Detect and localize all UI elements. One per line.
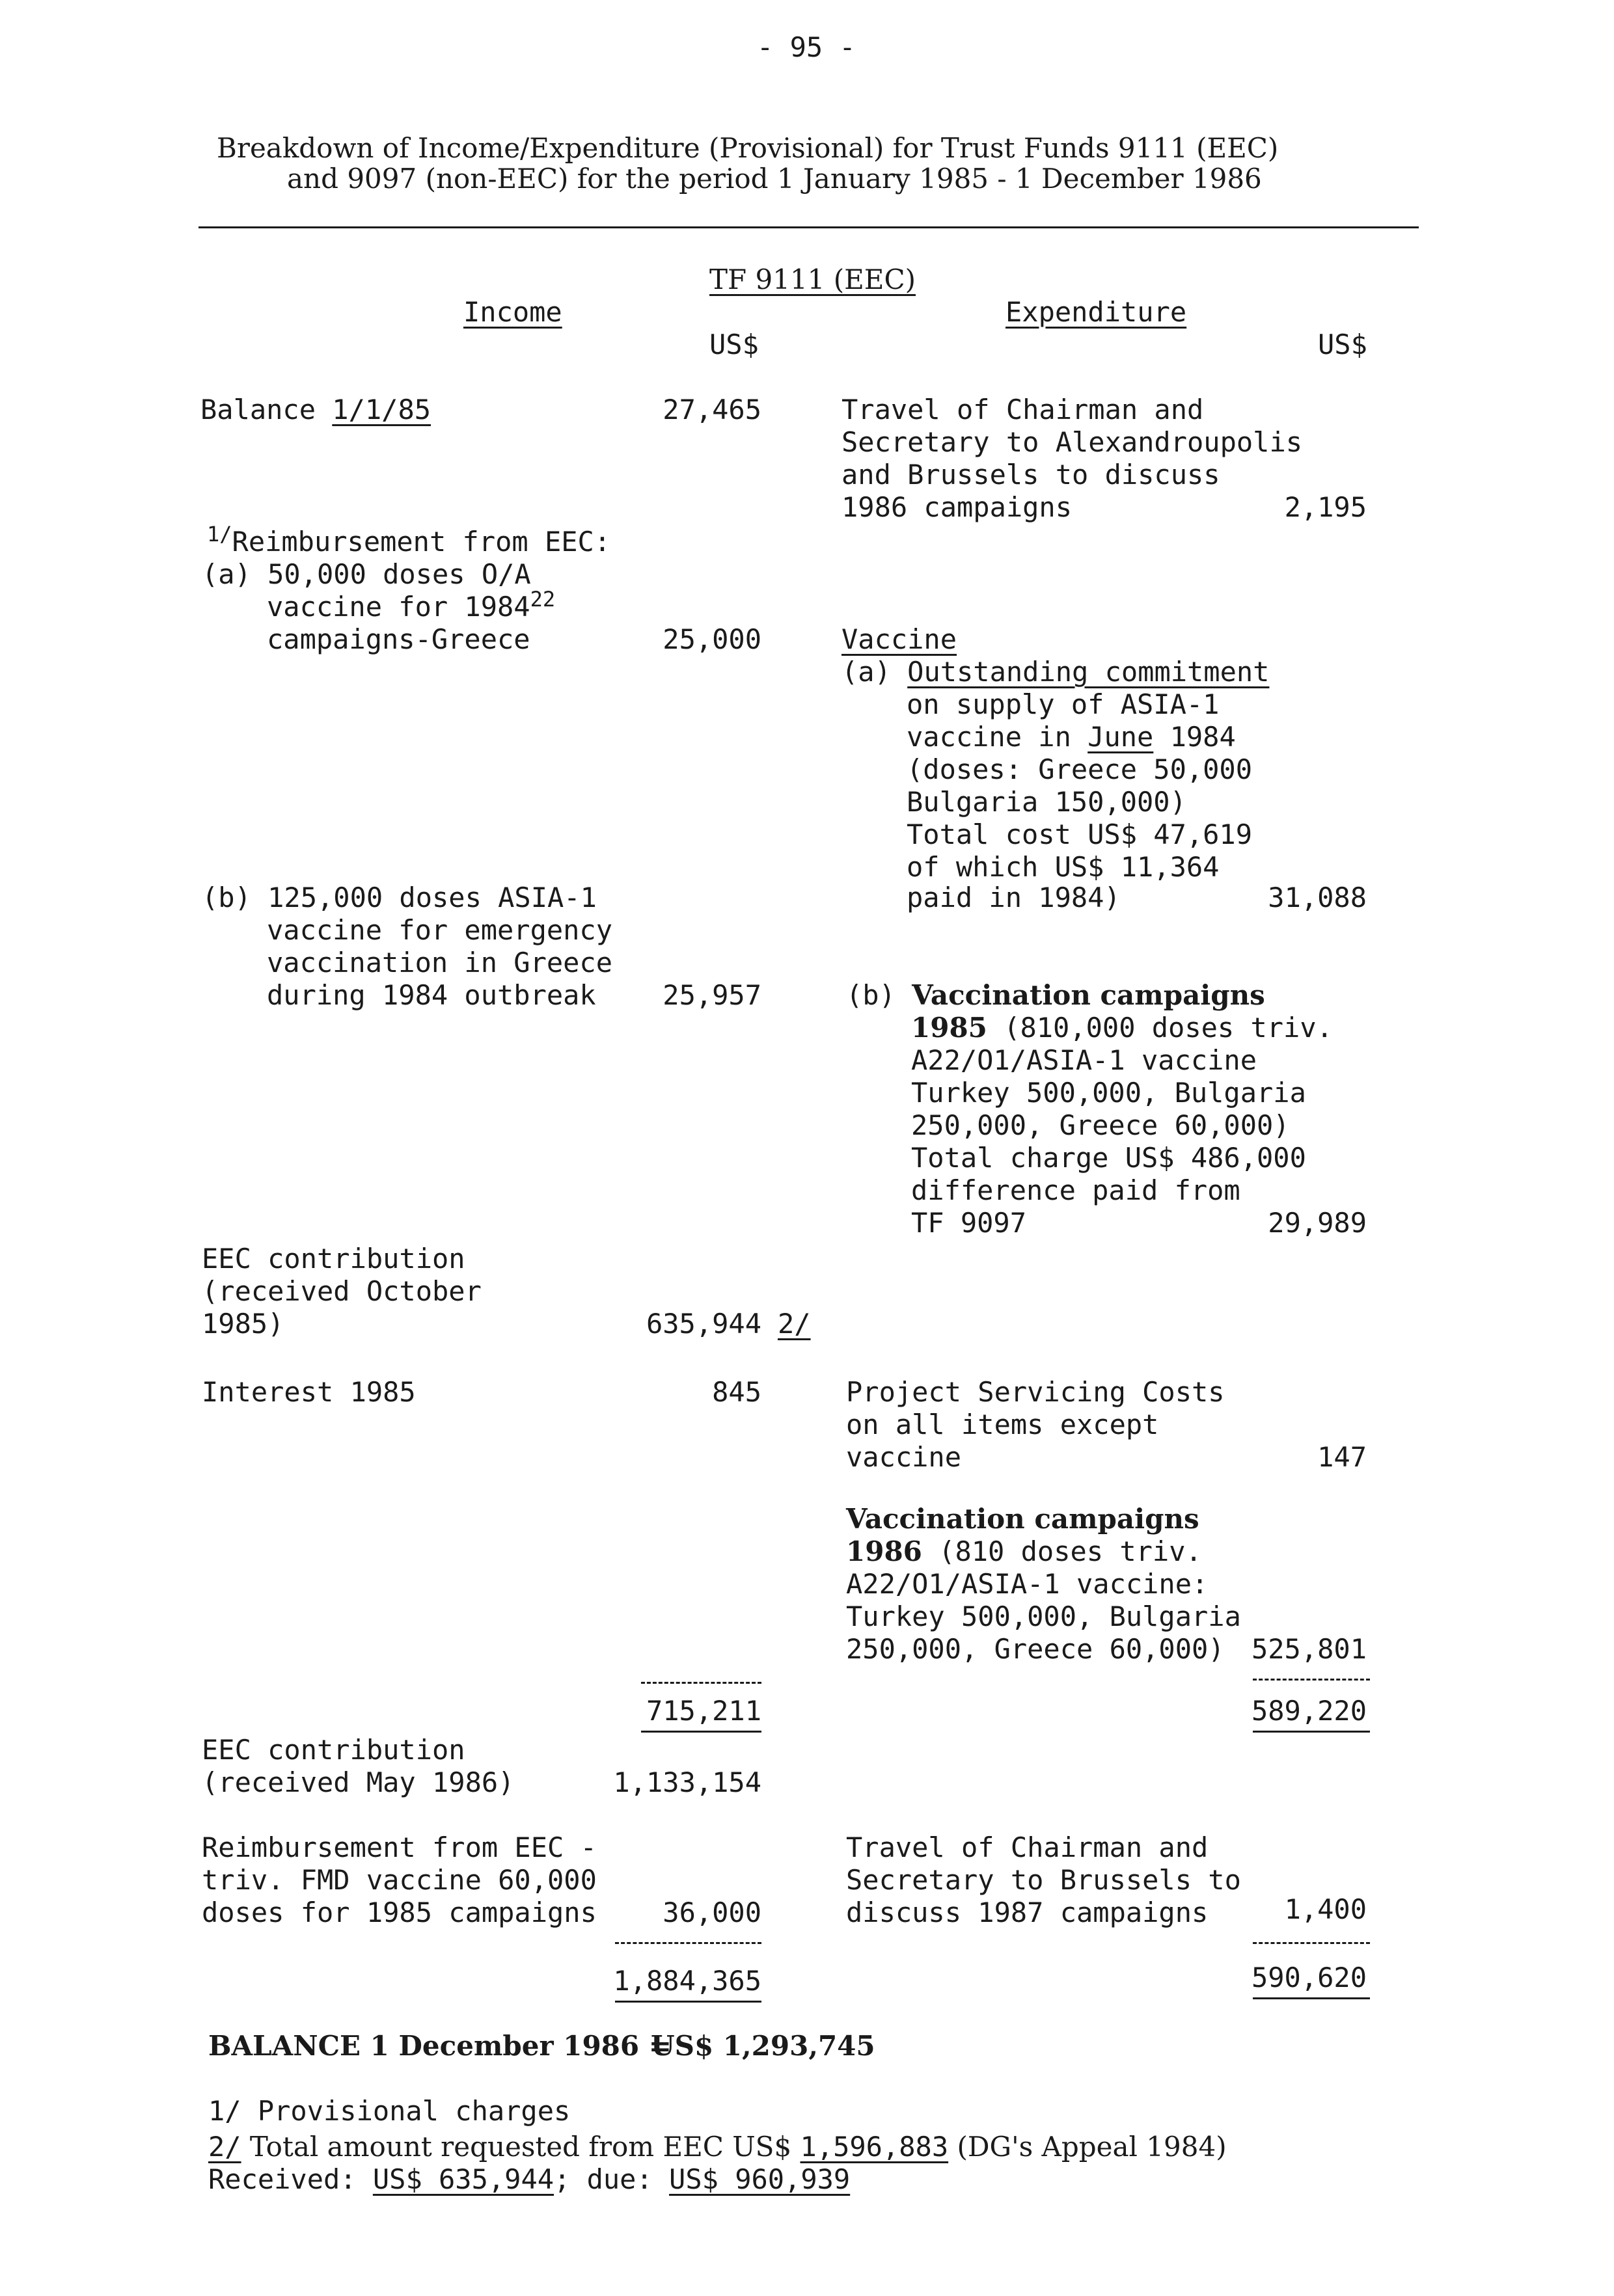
campaigns-1986-line2-rest: (810 doses triv.	[922, 1535, 1202, 1567]
eec-contribution-1-line3: 1985)	[202, 1308, 284, 1340]
expenditure-total-underline	[1253, 1997, 1370, 1999]
expenditure-subtotal-underline	[1253, 1731, 1370, 1733]
vaccine-a-line4: (doses: Greece 50,000	[907, 753, 1253, 785]
income-item-b-line3: vaccination in Greece	[267, 947, 613, 979]
income-heading: Income	[463, 296, 562, 328]
income-subtotal-rule	[641, 1682, 761, 1684]
balance-closing-label: BALANCE 1 December 1986 =	[208, 2030, 672, 2062]
income-item-a-line2	[267, 587, 556, 623]
title-rule	[198, 226, 1419, 228]
footnote-1: 1/ Provisional charges	[208, 2095, 571, 2127]
income-item-a-line1	[202, 558, 531, 591]
eec-contribution-1-line2: (received October	[202, 1275, 482, 1307]
footnote-2-mark: 2/	[208, 2131, 241, 2163]
campaigns-1986-line2	[846, 1535, 1202, 1568]
income-item-b-line2: vaccine for emergency	[267, 914, 613, 946]
balance-opening-value: 27,465	[663, 394, 761, 425]
reimbursement-2-line1: Reimbursement from EEC -	[202, 1831, 597, 1863]
travel-2-value: 1,400	[1284, 1893, 1367, 1925]
fund-heading: TF 9111 (EEC)	[709, 263, 916, 295]
income-item-b-line1: (b) 125,000 doses ASIA-1	[202, 882, 597, 913]
title-line-1: Breakdown of Income/Expenditure (Provisional) for Trust Funds 9111 (EEC)	[217, 132, 1279, 164]
income-currency: US$	[709, 329, 759, 360]
vaccine-a-line3	[907, 721, 1236, 753]
balance-date: 1/1/85	[332, 394, 431, 425]
campaigns-1986-line3: A22/O1/ASIA-1 vaccine:	[846, 1568, 1209, 1600]
vaccine-b-title: Vaccination campaigns	[912, 979, 1265, 1011]
vaccine-a-prefix: (a)	[841, 656, 908, 688]
vaccine-b-line5: 250,000, Greece 60,000)	[911, 1109, 1290, 1141]
travel-1-line2: Secretary to Alexandroupolis	[841, 426, 1303, 458]
expenditure-subtotal-rule	[1253, 1679, 1370, 1681]
travel-1-value: 2,195	[1284, 491, 1367, 523]
eec-contribution-2-line1: EEC contribution	[202, 1734, 465, 1766]
reimbursement-text: Reimbursement from EEC:	[232, 526, 611, 558]
income-total-rule	[615, 1942, 761, 1944]
travel-2-line3: discuss 1987 campaigns	[846, 1897, 1209, 1928]
campaigns-1986-title: Vaccination campaigns	[846, 1503, 1199, 1535]
reimbursement-2-line2: triv. FMD vaccine 60,000	[202, 1864, 597, 1896]
interest-value: 845	[712, 1376, 761, 1408]
vaccine-a-line3-month: June	[1087, 721, 1154, 753]
income-total-underline	[615, 2001, 761, 2003]
expenditure-total: 590,620	[1251, 1962, 1367, 1993]
vaccine-a-value: 31,088	[1268, 882, 1367, 913]
vaccine-b-line2-rest: (810,000 doses triv.	[987, 1012, 1333, 1044]
travel-2-line2: Secretary to Brussels to	[846, 1864, 1241, 1896]
reimbursement-2-line3: doses for 1985 campaigns	[202, 1897, 597, 1928]
vaccine-a-line5: Bulgaria 150,000)	[907, 786, 1186, 818]
vaccine-a-line6: Total cost US$ 47,619	[907, 818, 1253, 850]
vaccine-b-value: 29,989	[1268, 1207, 1367, 1239]
vaccine-a-line3-pre: vaccine in	[907, 721, 1088, 753]
reimbursement-2-value: 36,000	[663, 1897, 761, 1928]
income-total: 1,884,365	[613, 1965, 761, 1997]
due-label: ; due:	[554, 2163, 670, 2195]
income-subtotal: 715,211	[646, 1695, 761, 1727]
campaigns-1986-year: 1986	[846, 1535, 922, 1567]
vaccine-a-line8: paid in 1984)	[907, 882, 1121, 913]
travel-2-line1: Travel of Chairman and	[846, 1831, 1209, 1863]
income-item-a-line3: campaigns-Greece	[267, 623, 530, 655]
income-item-b-value: 25,957	[663, 979, 761, 1011]
income-item-b-line4: during 1984 outbreak	[267, 979, 596, 1011]
psc-line2: on all items except	[846, 1409, 1159, 1440]
vaccine-b-line2	[911, 1012, 1333, 1044]
eec-contribution-1-line1: EEC contribution	[202, 1243, 465, 1275]
balance-closing-value: US$ 1,293,745	[651, 2030, 875, 2062]
footnote-2	[208, 2131, 1227, 2163]
vaccine-a-line3-post: 1984	[1153, 721, 1236, 753]
balance-label: Balance	[200, 394, 333, 425]
interest-label: Interest 1985	[202, 1376, 416, 1408]
vaccine-a-title: Outstanding commitment	[907, 656, 1270, 688]
travel-1-line3: and Brussels to discuss	[841, 459, 1220, 491]
page-number: - 95 -	[757, 31, 856, 63]
vaccine-a-line7: of which US$ 11,364	[907, 851, 1220, 883]
campaigns-1986-line4: Turkey 500,000, Bulgaria	[846, 1600, 1241, 1632]
expenditure-subtotal: 589,220	[1251, 1695, 1367, 1727]
vaccine-heading: Vaccine	[841, 623, 957, 655]
received-amount: US$ 635,944	[372, 2163, 554, 2195]
travel-1-line4: 1986 campaigns	[841, 491, 1073, 523]
item-a-text-2: vaccine for 1984	[267, 591, 530, 623]
vaccine-a-line1	[841, 656, 1269, 688]
item-a-superscript: 22	[530, 587, 556, 612]
eec-contribution-1-value: 635,944	[646, 1308, 761, 1340]
eec-contribution-2-line2: (received May 1986)	[202, 1766, 515, 1798]
campaigns-1986-value: 525,801	[1251, 1633, 1367, 1665]
vaccine-b-year: 1985	[911, 1012, 987, 1044]
campaigns-1986-line5: 250,000, Greece 60,000)	[846, 1633, 1225, 1665]
expenditure-heading: Expenditure	[1005, 296, 1187, 328]
vaccine-a-line2: on supply of ASIA-1	[907, 688, 1220, 720]
title-line-2: and 9097 (non-EEC) for the period 1 January 1985 - 1 December 1986	[287, 163, 1262, 195]
income-subtotal-underline	[641, 1731, 761, 1733]
footnote-1-mark: 1/	[207, 522, 232, 547]
psc-value: 147	[1317, 1441, 1367, 1473]
travel-1-line1: Travel of Chairman and	[841, 394, 1204, 425]
eec-contribution-2-value: 1,133,154	[613, 1766, 761, 1798]
item-a-text: (a) 50,000 doses O/A	[202, 558, 531, 590]
vaccine-b-line3: A22/O1/ASIA-1 vaccine	[911, 1044, 1257, 1076]
balance-opening-label	[200, 394, 431, 426]
reimbursement-label	[207, 522, 611, 558]
vaccine-b-line6: Total charge US$ 486,000	[911, 1142, 1306, 1174]
footnote-2-amount: 1,596,883	[800, 2131, 949, 2163]
vaccine-b-line8: TF 9097	[911, 1207, 1027, 1239]
expenditure-total-rule	[1253, 1942, 1370, 1944]
vaccine-b-line4: Turkey 500,000, Bulgaria	[911, 1077, 1306, 1109]
eec-contribution-1-note: 2/	[778, 1308, 811, 1340]
vaccine-b-line1	[846, 979, 1265, 1012]
received-label: Received:	[208, 2163, 373, 2195]
due-amount: US$ 960,939	[669, 2163, 851, 2195]
vaccine-b-line7: difference paid from	[911, 1174, 1240, 1206]
footnote-2-tail: (DG's Appeal 1984)	[948, 2131, 1227, 2163]
income-item-a-value: 25,000	[663, 623, 761, 655]
psc-line1: Project Servicing Costs	[846, 1376, 1225, 1408]
footnote-2-text: Total amount requested from EEC US$	[241, 2131, 800, 2163]
psc-line3: vaccine	[846, 1441, 962, 1473]
expenditure-currency: US$	[1318, 329, 1367, 360]
footnote-received	[208, 2163, 850, 2196]
vaccine-b-prefix: (b)	[846, 979, 912, 1011]
